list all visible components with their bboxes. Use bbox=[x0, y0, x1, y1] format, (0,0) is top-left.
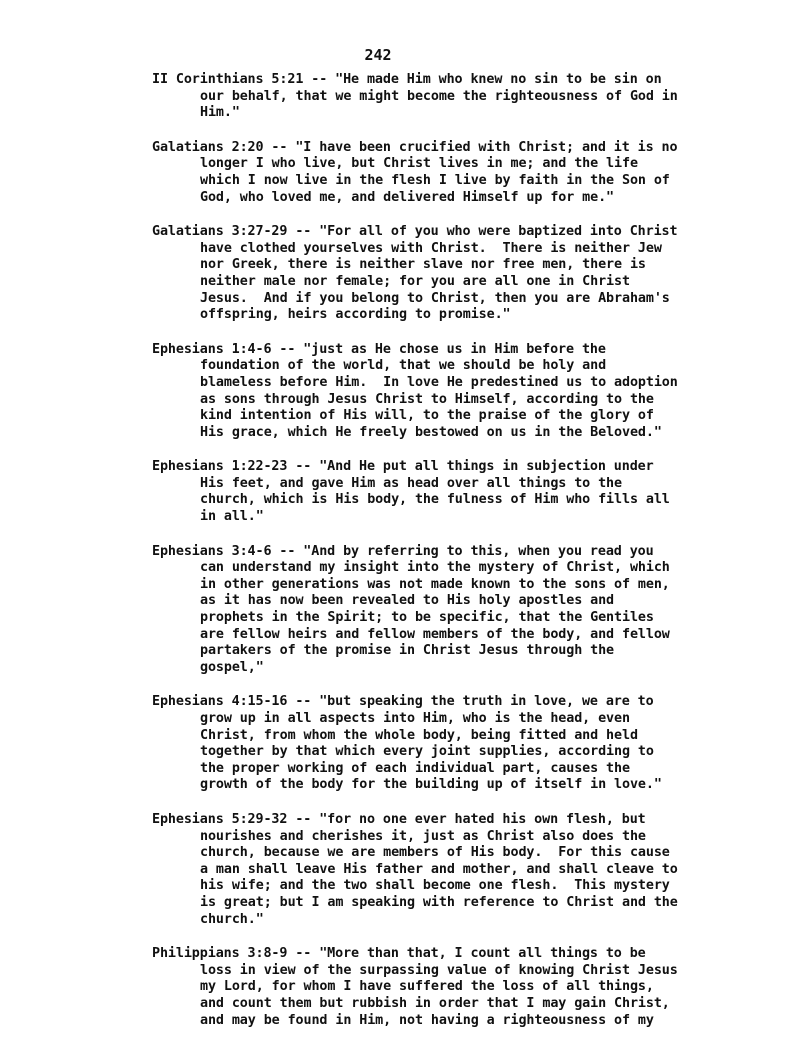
scripture-text-line: growth of the body for the building up of itself in love." bbox=[200, 777, 662, 793]
scripture-text-line: together by that which every joint supplies, according to bbox=[200, 744, 654, 760]
scripture-text-line: blameless before Him. In love He predestined us to adoption bbox=[200, 374, 678, 390]
scripture-list bbox=[152, 72, 712, 1047]
scripture-reference-line: Philippians 3:8-9 -- "More than that, I count all things to be bbox=[152, 946, 646, 962]
scripture-text-line: grow up in all aspects into Him, who is the head, even bbox=[200, 711, 630, 726]
scripture-text-line: Jesus. And if you belong to Christ, then you are Abraham's bbox=[200, 290, 670, 306]
scripture-text-line: a man shall leave His father and mother, and shall cleave to bbox=[200, 861, 678, 877]
scripture-text-line: nourishes and cherishes it, just as Christ also does the bbox=[200, 828, 646, 844]
scripture-reference-line: Ephesians 3:4-6 -- "And by referring to this, when you read you bbox=[152, 543, 654, 559]
scripture-entry bbox=[152, 140, 712, 206]
scripture-text-line: which I now live in the flesh I live by faith in the Son of bbox=[200, 172, 670, 188]
scripture-text-line: offspring, heirs according to promise." bbox=[200, 307, 511, 323]
scripture-entry bbox=[152, 946, 712, 1029]
scripture-text-line: longer I who live, but Christ lives in me; and the life bbox=[200, 156, 638, 172]
scripture-entry bbox=[152, 224, 712, 324]
scripture-entry bbox=[152, 72, 712, 122]
scripture-text-line: loss in view of the surpassing value of knowing Christ Jesus bbox=[200, 962, 678, 978]
scripture-text-line: the proper working of each individual part, causes the bbox=[200, 760, 630, 776]
scripture-reference-line: Galatians 2:20 -- "I have been crucified with Christ; and it is no bbox=[152, 139, 678, 155]
scripture-text-line: have clothed yourselves with Christ. There is neither Jew bbox=[200, 240, 662, 256]
scripture-text-line: Christ, from whom the whole body, being fitted and held bbox=[200, 727, 638, 743]
scripture-text-line: church, which is His body, the fulness of Him who fills all bbox=[200, 492, 670, 508]
scripture-text-line: his wife; and the two shall become one flesh. This mystery bbox=[200, 878, 670, 894]
scripture-text-line: as sons through Jesus Christ to Himself, according to the bbox=[200, 391, 654, 407]
scripture-reference-line: Ephesians 5:29-32 -- "for no one ever hated his own flesh, but bbox=[152, 811, 646, 827]
scripture-entry bbox=[152, 544, 712, 677]
scripture-entry bbox=[152, 812, 712, 928]
scripture-text-line: nor Greek, there is neither slave nor free men, there is bbox=[200, 257, 646, 273]
scripture-entry bbox=[152, 694, 712, 794]
scripture-reference-line: Ephesians 1:22-23 -- "And He put all things in subjection under bbox=[152, 459, 654, 475]
scripture-text-line: can understand my insight into the mystery of Christ, which bbox=[200, 560, 670, 576]
scripture-reference-line: Ephesians 1:4-6 -- "just as He chose us in Him before the bbox=[152, 341, 606, 357]
scripture-text-line: foundation of the world, that we should be holy and bbox=[200, 358, 607, 374]
scripture-text-line: our behalf, that we might become the righteousness of God in bbox=[200, 88, 678, 104]
scripture-text-line: partakers of the promise in Christ Jesus through the bbox=[200, 643, 615, 659]
scripture-entry bbox=[152, 342, 712, 442]
page-number: 242 bbox=[364, 46, 392, 64]
scripture-text-line: prophets in the Spirit; to be specific, that the Gentiles bbox=[200, 610, 654, 626]
scripture-text-line: and count them but rubbish in order that I may gain Christ, bbox=[200, 995, 670, 1011]
scripture-text-line: as it has now been revealed to His holy apostles and bbox=[200, 593, 615, 609]
scripture-text-line: in all." bbox=[200, 509, 264, 525]
scripture-text-line: church, because we are members of His body. For this cause bbox=[200, 845, 670, 861]
scripture-text-line: neither male nor female; for you are all one in Christ bbox=[200, 273, 630, 289]
scripture-text-line: gospel," bbox=[200, 659, 264, 675]
scripture-entry bbox=[152, 459, 712, 525]
scripture-text-line: and may be found in Him, not having a righteousness of my bbox=[200, 1012, 654, 1028]
scripture-reference-line: Galatians 3:27-29 -- "For all of you who were baptized into Christ bbox=[152, 224, 678, 240]
scripture-reference-line: Ephesians 4:15-16 -- "but speaking the truth in love, we are to bbox=[152, 694, 654, 710]
scripture-text-line: His feet, and gave Him as head over all things to the bbox=[200, 475, 622, 491]
scripture-text-line: Him." bbox=[200, 105, 240, 121]
scripture-text-line: God, who loved me, and delivered Himself up for me." bbox=[200, 189, 615, 205]
scripture-reference-line: II Corinthians 5:21 -- "He made Him who knew no sin to be sin on bbox=[152, 72, 662, 87]
scripture-text-line: His grace, which He freely bestowed on us in the Beloved." bbox=[200, 424, 662, 440]
scripture-text-line: in other generations was not made known to the sons of men, bbox=[200, 576, 670, 592]
scripture-text-line: church." bbox=[200, 911, 264, 927]
scripture-text-line: kind intention of His will, to the praise of the glory of bbox=[200, 408, 654, 424]
scripture-text-line: are fellow heirs and fellow members of the body, and fellow bbox=[200, 626, 670, 642]
scripture-text-line: my Lord, for whom I have suffered the loss of all things, bbox=[200, 979, 654, 995]
scripture-text-line: is great; but I am speaking with reference to Christ and the bbox=[200, 894, 678, 910]
